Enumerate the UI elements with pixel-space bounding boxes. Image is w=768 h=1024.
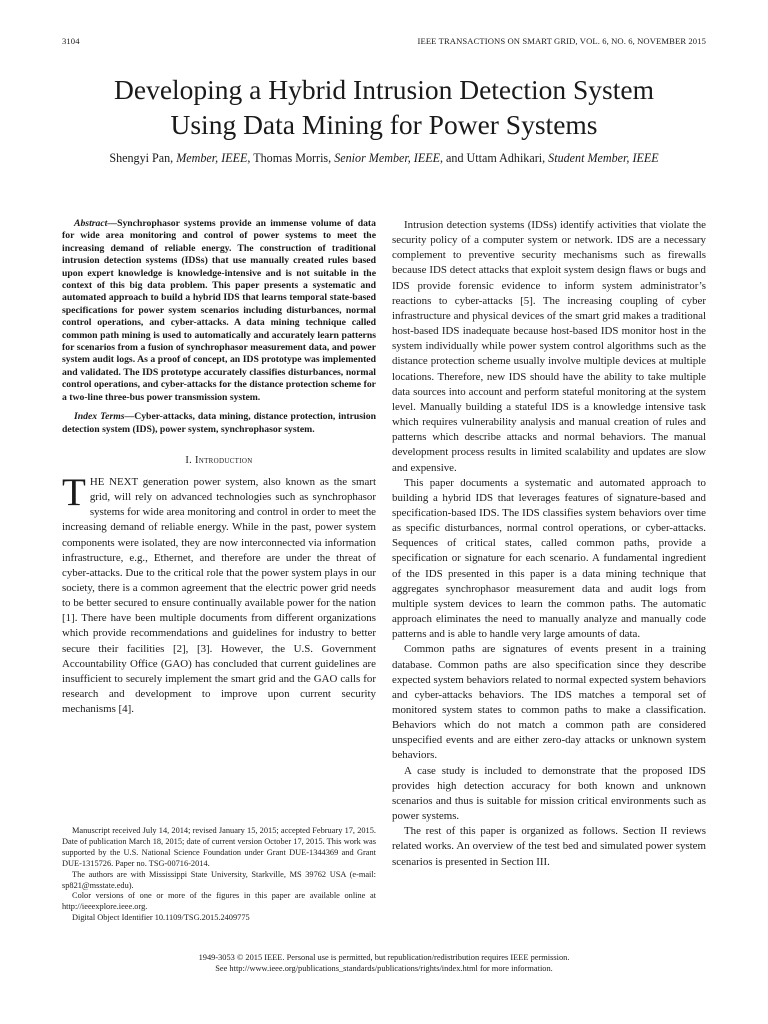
footnote-color-versions: Color versions of one or more of the figures in this paper are available online at http://ieeexplore.ieee.org. — [62, 891, 376, 912]
abstract-dash: — — [107, 218, 118, 229]
intro-paragraph-1-text: HE NEXT generation power system, also known as the smart grid, will rely on advanced technologies such as synchrophasor systems for wide area monitoring and control in order to meet the increasing demand of reliable energy. While in the past, power system components were isolated, they are now interconnected via information infrastructure, e.g., Ethernet, and therefore are under the threat of cyber-attacks. Due to the critical role that the power system plays in our society, there is a common agreement that the electric power grid needs to be better secured to ensure continually available power for the nation [1]. There have been multiple documents from different organizations which provide recommendations and guidelines for industry to better secure their facilities [2], [3]. However, the U.S. Government Accountability Office (GAO) has concluded that current guidelines are insufficient to securely implement the smart grid and the GAO calls for research and development to improve upon current security mechanisms [4]. — [62, 475, 376, 716]
author-separator-1: , Thomas Morris, — [247, 151, 335, 165]
abstract-label: Abstract — [74, 218, 108, 229]
index-terms-label: Index Terms — [74, 411, 125, 423]
author-1-role: Member, IEEE — [176, 151, 248, 165]
right-paragraph-5: The rest of this paper is organized as follows. Section II reviews related works. An overview of the test bed and simulated power system scenarios is presented in Section III. — [392, 825, 706, 868]
title-line-1: Developing a Hybrid Intrusion Detection System — [114, 74, 654, 105]
footnote-affiliation: The authors are with Mississippi State University, Starkville, MS 39762 USA (e-mail: sp821@msstate.edu). — [62, 869, 376, 890]
right-paragraph-2: This paper documents a systematic and automated approach to building a hybrid IDS that leverages features of signature-based and specification-based IDS. The IDS classifies system behaviors over time as specific disturbances, normal control operations, or cyber-attacks. Sequences of critical states, called common paths, provide a specification or signature for each scenario. A fundamental ingredient of the IDS presented in this paper is a data mining technique that aggregates synchrophasor measurement data and audit logs from multiple system devices to learn the common paths. The automatic approach eliminates the need to manually analyze and manually code patterns and is able to handle very large amounts of data. — [392, 476, 706, 641]
copyright-line: 1949-3053 © 2015 IEEE. Personal use is permitted, but republication/redistribution requires IEEE permission. — [198, 953, 570, 962]
author-1-name: Shengyi Pan, — [109, 151, 177, 165]
author-2-role: Senior Member, IEEE — [334, 151, 440, 165]
abstract — [62, 218, 376, 404]
right-paragraph-4: A case study is included to demonstrate that the proposed IDS provides high detection accuracy for both known and unknown scenarios and thus is suitable for mission critical environments such as power systems. — [392, 764, 706, 823]
rights-link-line: See http://www.ieee.org/publications_standards/publications/rights/index.html for more information. — [215, 964, 553, 973]
author-list — [40, 150, 728, 166]
journal-header: IEEE TRANSACTIONS ON SMART GRID, VOL. 6, NO. 6, NOVEMBER 2015 — [417, 36, 706, 46]
left-column — [62, 218, 376, 717]
index-terms — [62, 411, 376, 436]
author-3-role: Student Member, IEEE — [548, 151, 659, 165]
section-heading-introduction — [62, 455, 376, 466]
right-paragraph-3: Common paths are signatures of events present in a training database. Common paths are also specification since they describe expected system behaviors related to normal expected system behaviors and cyber-attacks behaviors. The IDS matches a temporal set of monitored system states to common paths to make a classification. Behaviors which do not match a common path are considered unspecified events and are either zero-day attacks or unknown system behaviors. — [392, 643, 706, 762]
footnote-manuscript: Manuscript received July 14, 2014; revised January 15, 2015; accepted February 17, 2015. Date of publication March 18, 2015; date of current version October 17, 2015. This work was supported by the U.S. National Science Foundation under Grant DUE-1344369 and Grant DUE-1315726. Paper no. TSG-00716-2014. — [62, 826, 376, 868]
copyright-footer — [62, 952, 706, 974]
author-separator-2: , and Uttam Adhikari, — [440, 151, 549, 165]
abstract-text: Synchrophasor systems provide an immense volume of data for wide area monitoring and control of power systems to meet the increasing demand of reliable energy. The construction of traditional intrusion detection systems (IDSs) that use manually created rules based upon expert knowledge is knowledge-intensive and is not suitable in the context of this big data problem. This paper presents a systematic and automated approach to build a hybrid IDS that learns temporal state-based specifications for power system scenarios including disturbances, normal control operations, and cyber-attacks. A data mining technique called common path mining is used to automatically and accurately learn patterns for scenarios from a fusion of synchrophasor measurement data, and power system audit logs. As a proof of concept, an IDS prototype was implemented and validated. The IDS prototype accurately classifies disturbances, normal control operations, and cyber-attacks for the distance protection scheme for a two-line three-bus power transmission system. — [62, 218, 376, 403]
footnote-doi: Digital Object Identifier 10.1109/TSG.2015.2409775 — [72, 913, 250, 923]
paper-title — [40, 72, 728, 142]
index-terms-text: Cyber-attacks, data mining, distance protection, intrusion detection system (IDS), power system, synchrophasor system. — [62, 411, 376, 435]
right-column — [392, 218, 706, 870]
right-paragraph-1: Intrusion detection systems (IDSs) identify activities that violate the security policy of a computer system or network. IDS are a necessary complement to preventive security mechanisms such as firewalls because IDS detect attacks that exploit system design flaws or bugs and IDS provide forensic evidence to inform system administrator’s reactions to cyber-attacks [5]. The increasing coupling of cyber infrastructure and physical devices of the smart grid makes a traditional host-based IDS inadequate because host-based IDS monitor host in the system individually while power system control algorithms such as the distance protection scheme usually involve multiple devices at multiple locations. Therefore, new IDS should have the ability to take multiple data sources into account and perform stateful monitoring at the system level. Manually building a stateful IDS is a knowledge intensive task which requires vulnerability analysis and manual creation of rules and patterns which describe attacks and normal behaviors. The manual development process results in limited scalability and updates are slow and expensive. — [392, 219, 706, 474]
drop-cap: T — [62, 470, 86, 514]
section-title: Introduction — [194, 454, 253, 466]
page-number: 3104 — [62, 36, 80, 46]
index-terms-dash: — — [124, 411, 135, 423]
footnotes — [62, 826, 376, 924]
title-line-2: Using Data Mining for Power Systems — [170, 109, 598, 140]
intro-paragraph-1 — [62, 470, 376, 718]
section-numeral: I. — [185, 454, 195, 466]
